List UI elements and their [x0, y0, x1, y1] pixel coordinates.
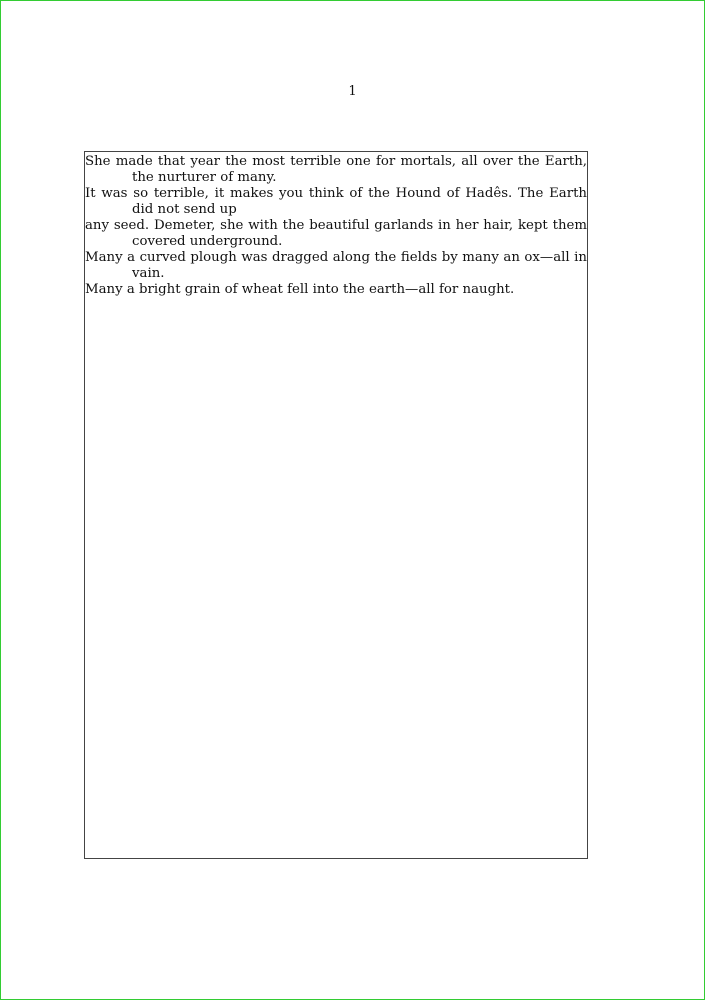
text-frame	[84, 151, 588, 859]
verse-line: any seed. Demeter, she with the beautiful garlands in her hair, kept them covered underground.	[85, 218, 587, 249]
page-number: 1	[348, 84, 357, 99]
verse-line: Many a bright grain of wheat fell into the earth—all for naught.	[85, 282, 515, 297]
verse-line: She made that year the most terrible one for mortals, all over the Earth, the nurturer of many.	[85, 154, 587, 185]
verse-line: It was so terrible, it makes you think of the Hound of Hadês. The Earth did not send up	[85, 186, 587, 217]
verse-line: Many a curved plough was dragged along the fields by many an ox—all in vain.	[85, 250, 587, 281]
